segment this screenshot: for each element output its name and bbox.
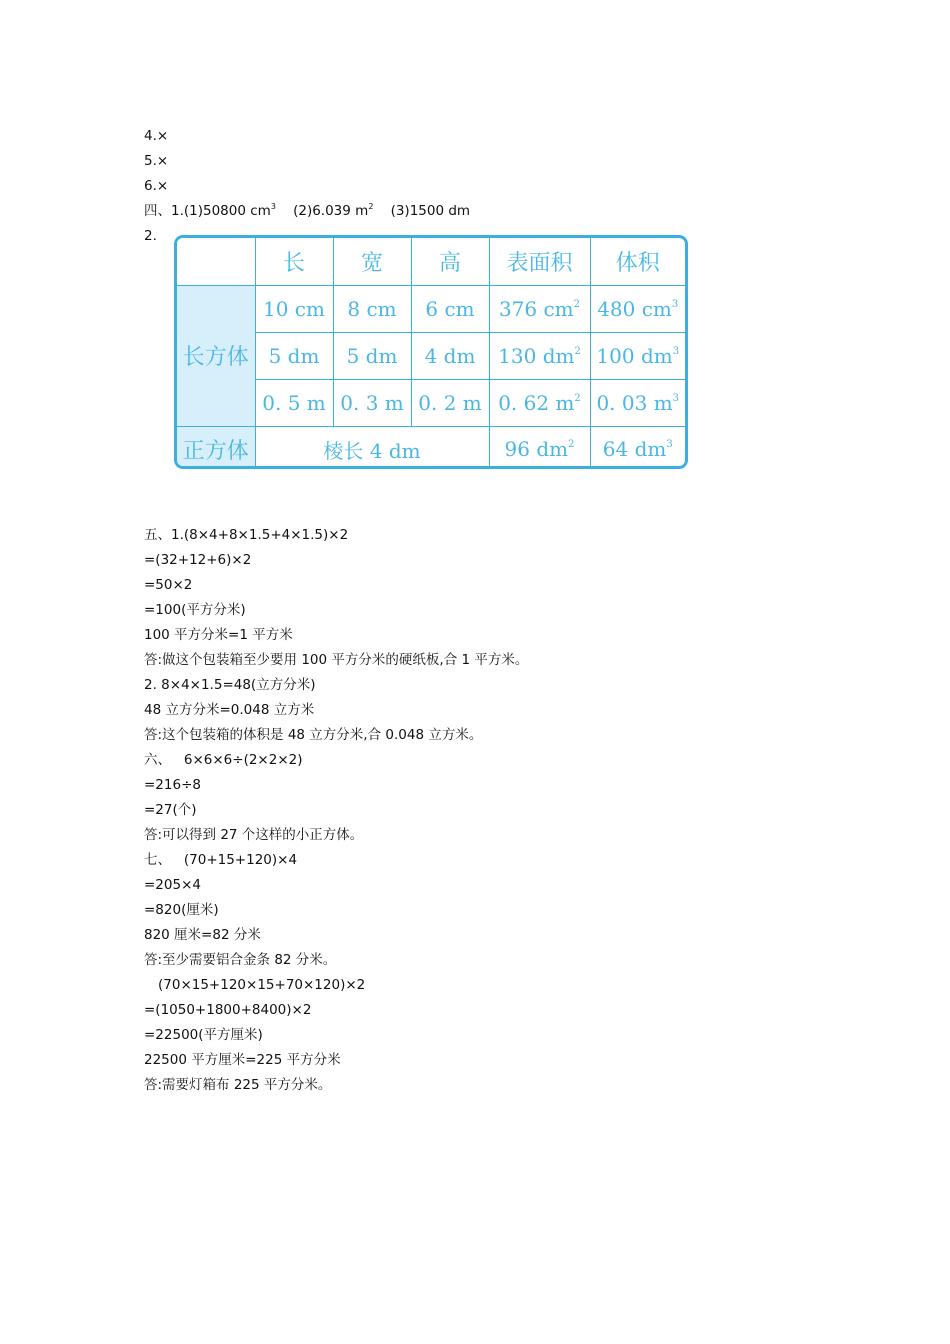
volume-unit-sup: 3 xyxy=(671,298,679,310)
surface-value: 130 dm xyxy=(498,343,575,368)
q4-part1-sup: 3 xyxy=(270,202,276,211)
surface-unit-sup: 2 xyxy=(573,298,581,310)
q4-part3: (3)1500 dm xyxy=(373,203,471,219)
cell-width: 8 cm xyxy=(333,285,411,332)
cell-height: 0. 2 m xyxy=(411,379,489,426)
table-header-row xyxy=(177,238,685,285)
solution-line: =(32+12+6)×2 xyxy=(144,552,252,568)
solution-line: =100(平方分米) xyxy=(144,602,246,618)
cube-label: 正方体 xyxy=(177,426,255,469)
answer-sentence: 答:做这个包装箱至少要用 100 平方分米的硬纸板,合 1 平方米。 xyxy=(144,652,529,668)
answer-line-5: 5.× xyxy=(144,153,169,169)
solution-line: (70×15+120×15+70×120)×2 xyxy=(158,977,366,993)
surface-value: 96 dm xyxy=(504,437,569,462)
solution-line: 22500 平方厘米=225 平方分米 xyxy=(144,1052,341,1068)
answer-line-6: 6.× xyxy=(144,178,169,194)
solution-line: =216÷8 xyxy=(144,777,201,793)
volume-unit-sup: 3 xyxy=(672,392,680,404)
volume-unit-sup: 3 xyxy=(666,439,673,451)
solution-line: =27(个) xyxy=(144,802,197,818)
cell-surface-area xyxy=(489,285,590,332)
cell-width: 5 dm xyxy=(333,332,411,379)
header-height: 高 xyxy=(411,238,489,285)
solution-line: 100 平方分米=1 平方米 xyxy=(144,627,293,643)
solution-line: =50×2 xyxy=(144,577,193,593)
solution-line: 2. 8×4×1.5=48(立方分米) xyxy=(144,677,316,693)
table-row xyxy=(177,285,685,332)
cube-volume xyxy=(590,426,685,469)
table-corner-cell xyxy=(177,238,255,285)
header-volume: 体积 xyxy=(590,238,685,285)
surface-unit-sup: 2 xyxy=(568,439,575,451)
q4-part1: 四、1.(1)50800 cm xyxy=(144,203,271,219)
section-4-line xyxy=(144,202,470,220)
solution-line: 六、 6×6×6÷(2×2×2) xyxy=(144,752,303,768)
solution-line: 七、 (70+15+120)×4 xyxy=(144,852,298,868)
answer-sentence: 答:至少需要铝合金条 82 分米。 xyxy=(144,952,337,968)
cell-length: 10 cm xyxy=(255,285,333,332)
volume-unit-sup: 3 xyxy=(672,345,680,357)
q4-part2: (2)6.039 m xyxy=(275,203,369,219)
volume-value: 100 dm xyxy=(596,343,673,368)
solution-line: =(1050+1800+8400)×2 xyxy=(144,1002,312,1018)
dimension-table xyxy=(174,235,688,469)
answer-sentence: 答:可以得到 27 个这样的小正方体。 xyxy=(144,827,364,843)
q4-part2-sup: 2 xyxy=(368,202,374,211)
cell-height: 6 cm xyxy=(411,285,489,332)
cell-volume xyxy=(590,285,685,332)
cell-width: 0. 3 m xyxy=(333,379,411,426)
surface-unit-sup: 2 xyxy=(574,345,581,357)
surface-value: 0. 62 m xyxy=(498,390,575,415)
volume-value: 480 cm xyxy=(597,296,672,321)
surface-value: 376 cm xyxy=(498,296,574,321)
solution-line: 820 厘米=82 分米 xyxy=(144,927,261,943)
table-row-cube xyxy=(177,426,685,469)
cell-volume xyxy=(590,332,685,379)
surface-unit-sup: 2 xyxy=(574,392,581,404)
cell-volume xyxy=(590,379,685,426)
solution-line: =820(厘米) xyxy=(144,902,219,918)
cuboid-label: 长方体 xyxy=(177,285,255,426)
cell-surface-area xyxy=(489,379,590,426)
solution-line: 五、1.(8×4+8×1.5+4×1.5)×2 xyxy=(144,527,349,543)
header-length: 长 xyxy=(255,238,333,285)
volume-value: 0. 03 m xyxy=(596,390,673,415)
cell-surface-area xyxy=(489,332,590,379)
answer-sentence: 答:需要灯箱布 225 平方分米。 xyxy=(144,1077,332,1093)
cell-length: 5 dm xyxy=(255,332,333,379)
cube-edge-cell: 棱长 4 dm xyxy=(255,426,489,469)
header-width: 宽 xyxy=(333,238,411,285)
cell-height: 4 dm xyxy=(411,332,489,379)
header-surface-area: 表面积 xyxy=(489,238,590,285)
q4-2-label: 2. xyxy=(144,228,157,244)
cube-surface-area xyxy=(489,426,590,469)
answer-line-4: 4.× xyxy=(144,128,169,144)
answer-sentence: 答:这个包装箱的体积是 48 立方分米,合 0.048 立方米。 xyxy=(144,727,483,743)
volume-value: 64 dm xyxy=(602,437,667,462)
cell-length: 0. 5 m xyxy=(255,379,333,426)
solution-line: =205×4 xyxy=(144,877,201,893)
solution-line: =22500(平方厘米) xyxy=(144,1027,263,1043)
solution-line: 48 立方分米=0.048 立方米 xyxy=(144,702,315,718)
